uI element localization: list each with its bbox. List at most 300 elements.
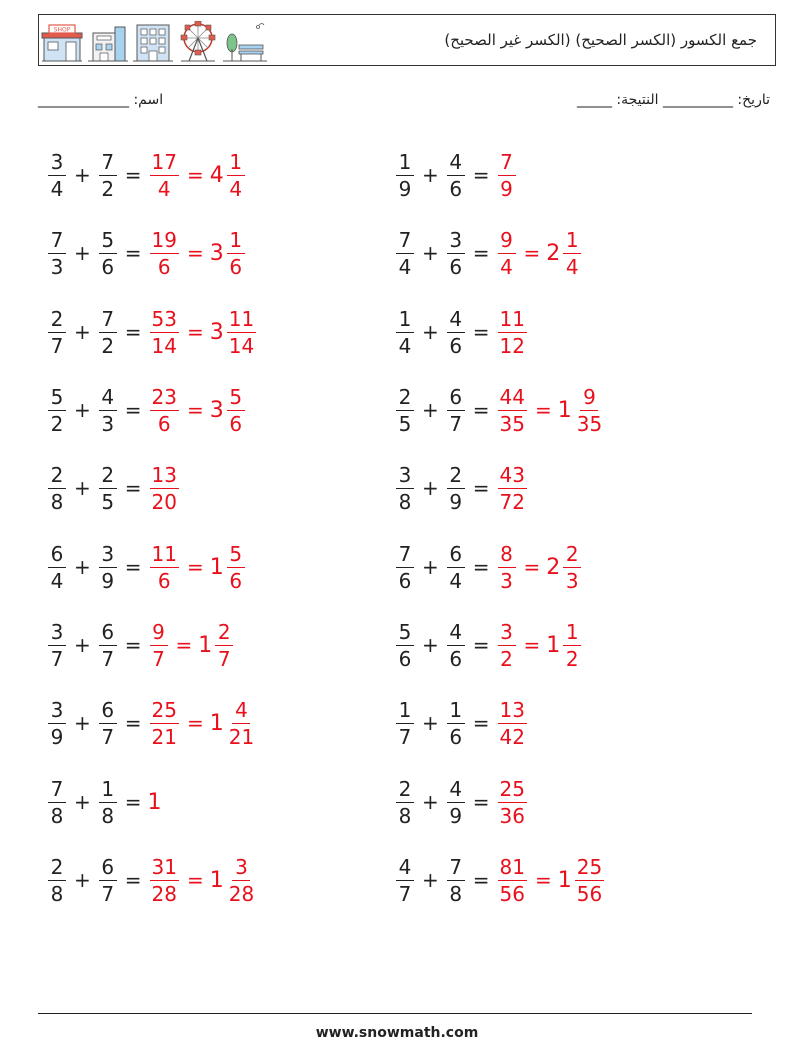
mixed-number-fraction-numerator: 3 [232, 857, 250, 881]
shop-icon [41, 23, 83, 63]
second-fraction [99, 776, 117, 828]
first-fraction-denominator: 7 [50, 333, 64, 358]
answer-equals-sign: = [186, 868, 204, 892]
mixed-number-fraction-denominator: 14 [228, 333, 255, 358]
problem-item [394, 302, 529, 362]
mixed-number-fraction [227, 697, 256, 749]
equals-sign: = [472, 711, 490, 735]
equals-sign: = [124, 476, 142, 500]
answer-improper-fraction [498, 619, 516, 671]
answer-improper-fraction [150, 619, 168, 671]
second-fraction-numerator: 2 [447, 465, 465, 489]
mixed-number-fraction-denominator: 28 [228, 881, 255, 906]
second-fraction [99, 541, 117, 593]
mixed-number-fraction-numerator: 11 [228, 306, 255, 331]
answer-improper-fraction [150, 227, 179, 279]
first-fraction-denominator: 9 [50, 724, 64, 749]
plus-sign: + [422, 398, 439, 422]
answer-improper-fraction [498, 149, 516, 201]
answer-equals-sign: = [534, 398, 552, 422]
second-fraction [447, 619, 465, 671]
answer-improper-fraction-numerator: 3 [498, 622, 516, 646]
first-fraction-denominator: 7 [398, 881, 412, 906]
first-fraction-numerator: 5 [396, 622, 414, 646]
second-fraction-numerator: 7 [99, 152, 117, 176]
second-fraction-numerator: 6 [99, 700, 117, 724]
mixed-number-fraction [563, 227, 581, 279]
mixed-number-whole: 3 [209, 319, 224, 345]
problem-item [46, 380, 247, 440]
second-fraction-numerator: 6 [99, 622, 117, 646]
first-fraction [396, 227, 414, 279]
first-fraction-denominator: 4 [50, 176, 64, 201]
mixed-number-whole: 4 [209, 162, 224, 188]
equals-sign: = [124, 790, 142, 814]
building-icon [133, 23, 173, 63]
problem-item [394, 693, 529, 753]
second-fraction [99, 149, 117, 201]
second-fraction-denominator: 3 [101, 411, 115, 436]
answer-improper-fraction-denominator: 42 [499, 724, 525, 749]
answer [496, 541, 584, 593]
plus-sign: + [74, 790, 91, 814]
second-fraction-denominator: 6 [101, 254, 115, 279]
answer [496, 854, 607, 906]
second-fraction-denominator: 7 [101, 881, 115, 906]
first-fraction-numerator: 4 [396, 857, 414, 881]
second-fraction-denominator: 9 [101, 568, 115, 593]
second-fraction-numerator: 1 [447, 700, 465, 724]
plus-sign: + [422, 163, 439, 187]
first-fraction [396, 776, 414, 828]
plus-sign: + [74, 163, 91, 187]
first-fraction-denominator: 8 [50, 489, 64, 514]
answer [496, 306, 529, 358]
first-fraction-numerator: 2 [48, 309, 66, 333]
answer-equals-sign: = [186, 241, 204, 265]
answer-improper-fraction [498, 697, 527, 749]
problem-item [394, 772, 529, 832]
first-fraction [48, 384, 66, 436]
first-fraction-numerator: 7 [48, 230, 66, 254]
plus-sign: + [422, 633, 439, 657]
mixed-number-fraction [227, 306, 256, 358]
answer [496, 384, 607, 436]
second-fraction [99, 854, 117, 906]
problem-item [46, 615, 235, 675]
answer-improper-fraction [498, 384, 527, 436]
answer-improper-fraction [150, 541, 179, 593]
first-fraction [48, 854, 66, 906]
answer-improper-fraction-denominator: 14 [151, 333, 177, 358]
first-fraction-denominator: 5 [398, 411, 412, 436]
second-fraction-denominator: 6 [449, 646, 463, 671]
first-fraction [396, 462, 414, 514]
second-fraction-denominator: 5 [101, 489, 115, 514]
mixed-number-fraction [227, 384, 245, 436]
ferris-wheel-icon [177, 21, 219, 63]
mixed-number-fraction-numerator: 5 [227, 387, 245, 411]
second-fraction-denominator: 6 [449, 254, 463, 279]
equals-sign: = [472, 320, 490, 344]
header-icons [41, 19, 267, 63]
mixed-number-fraction-numerator: 9 [580, 387, 598, 411]
answer-improper-fraction-denominator: 6 [157, 254, 171, 279]
equals-sign: = [472, 868, 490, 892]
problem-item [46, 223, 247, 283]
answer-improper-fraction-denominator: 21 [151, 724, 177, 749]
equals-sign: = [472, 241, 490, 265]
answer-equals-sign: = [523, 241, 541, 265]
first-fraction-numerator: 2 [396, 387, 414, 411]
first-fraction-numerator: 2 [396, 779, 414, 803]
svg-text:SHOP: SHOP [53, 26, 71, 34]
answer [148, 149, 247, 201]
answer [148, 384, 247, 436]
second-fraction-numerator: 6 [447, 387, 465, 411]
answer-improper-fraction-denominator: 2 [500, 646, 513, 671]
mixed-number-fraction-denominator: 35 [576, 411, 603, 436]
mixed-number-fraction-numerator: 4 [232, 700, 250, 724]
mixed-number-fraction-denominator: 6 [229, 411, 243, 436]
answer-improper-fraction-denominator: 9 [500, 176, 513, 201]
second-fraction-numerator: 4 [447, 309, 465, 333]
mixed-number-whole: 2 [546, 240, 561, 266]
first-fraction-denominator: 9 [398, 176, 412, 201]
problem-item [46, 302, 258, 362]
answer-equals-sign: = [523, 555, 541, 579]
plus-sign: + [74, 398, 91, 422]
first-fraction-denominator: 8 [50, 803, 64, 828]
mixed-number-fraction [575, 854, 604, 906]
mixed-number-fraction [227, 149, 245, 201]
answer [496, 619, 584, 671]
first-fraction-denominator: 8 [398, 489, 412, 514]
first-fraction-numerator: 6 [48, 544, 66, 568]
first-fraction-numerator: 7 [396, 544, 414, 568]
plus-sign: + [422, 790, 439, 814]
second-fraction [99, 384, 117, 436]
answer-improper-fraction-denominator: 6 [157, 568, 171, 593]
first-fraction [396, 541, 414, 593]
problem-item [394, 458, 529, 518]
second-fraction-denominator: 9 [449, 489, 463, 514]
first-fraction-denominator: 6 [398, 568, 412, 593]
problem-item [46, 850, 258, 910]
plus-sign: + [74, 555, 91, 579]
mixed-number-fraction-numerator: 5 [227, 544, 245, 568]
problem-item [394, 850, 606, 910]
answer-improper-fraction-denominator: 3 [500, 568, 513, 593]
second-fraction-numerator: 7 [447, 857, 465, 881]
answer-improper-fraction-numerator: 19 [151, 227, 177, 252]
answer-improper-fraction-numerator: 11 [151, 541, 177, 566]
answer-equals-sign: = [534, 868, 552, 892]
mixed-number-fraction-numerator: 1 [227, 152, 245, 176]
problem-item [46, 458, 181, 518]
worksheet-title: جمع الكسور (الكسر الصحيح) (الكسر غير الصحيح) [444, 31, 757, 49]
second-fraction [99, 227, 117, 279]
mixed-number-fraction [227, 854, 256, 906]
answer-improper-fraction-numerator: 31 [151, 854, 177, 879]
first-fraction-numerator: 3 [48, 152, 66, 176]
first-fraction-numerator: 1 [396, 700, 414, 724]
answer-improper-fraction-numerator: 25 [151, 697, 177, 722]
equals-sign: = [472, 476, 490, 500]
answer [148, 462, 181, 514]
problem-item [394, 380, 606, 440]
second-fraction-denominator: 7 [101, 646, 115, 671]
second-fraction [447, 149, 465, 201]
mixed-number-fraction [227, 227, 245, 279]
first-fraction-denominator: 6 [398, 646, 412, 671]
second-fraction-numerator: 3 [447, 230, 465, 254]
mixed-number-whole: 3 [209, 397, 224, 423]
answer [496, 697, 529, 749]
first-fraction-denominator: 8 [398, 803, 412, 828]
mixed-number-whole: 1 [557, 397, 572, 423]
first-fraction [48, 619, 66, 671]
answer-improper-fraction [498, 462, 527, 514]
answer-improper-fraction-numerator: 53 [151, 306, 177, 331]
date-score-field: _____ :تاريخ: __________ النتيجة [576, 92, 770, 108]
answer [148, 227, 247, 279]
first-fraction [48, 227, 66, 279]
answer-improper-fraction [150, 854, 179, 906]
first-fraction [48, 462, 66, 514]
plus-sign: + [422, 476, 439, 500]
second-fraction-numerator: 6 [447, 544, 465, 568]
second-fraction-denominator: 2 [101, 176, 115, 201]
answer-improper-fraction-numerator: 17 [151, 149, 177, 174]
equals-sign: = [124, 320, 142, 344]
mixed-number-fraction-denominator: 56 [576, 881, 603, 906]
first-fraction-numerator: 3 [48, 622, 66, 646]
first-fraction [48, 149, 66, 201]
answer-equals-sign: = [186, 320, 204, 344]
mixed-number-fraction-denominator: 6 [229, 254, 243, 279]
plus-sign: + [422, 320, 439, 344]
second-fraction [447, 306, 465, 358]
first-fraction-denominator: 2 [50, 411, 64, 436]
name-field: اسم: _____________ [38, 92, 164, 108]
plus-sign: + [74, 711, 91, 735]
answer-improper-fraction-numerator: 43 [499, 462, 525, 487]
answer-improper-fraction-numerator: 9 [498, 230, 516, 254]
equals-sign: = [124, 868, 142, 892]
answer-equals-sign: = [175, 633, 193, 657]
problem-item [394, 145, 518, 205]
answer [496, 227, 584, 279]
mixed-number-fraction [227, 541, 245, 593]
first-fraction-numerator: 1 [396, 309, 414, 333]
first-fraction-denominator: 3 [50, 254, 64, 279]
answer-improper-fraction [498, 776, 527, 828]
answer-improper-fraction-numerator: 8 [498, 544, 516, 568]
first-fraction-numerator: 1 [396, 152, 414, 176]
answer-equals-sign: = [186, 711, 204, 735]
answer [148, 306, 259, 358]
second-fraction-numerator: 4 [99, 387, 117, 411]
header-box [38, 14, 776, 66]
answer-improper-fraction [498, 541, 516, 593]
answer-equals-sign: = [186, 555, 204, 579]
footer-divider [38, 1013, 752, 1014]
equals-sign: = [472, 163, 490, 187]
answer [148, 854, 259, 906]
answer-equals-sign: = [523, 633, 541, 657]
second-fraction-denominator: 9 [449, 803, 463, 828]
first-fraction [396, 306, 414, 358]
second-fraction-denominator: 2 [101, 333, 115, 358]
first-fraction-numerator: 3 [48, 700, 66, 724]
mixed-number-fraction-numerator: 1 [563, 230, 581, 254]
mixed-number-fraction-denominator: 21 [228, 724, 255, 749]
first-fraction [48, 306, 66, 358]
mixed-number-fraction-denominator: 2 [565, 646, 579, 671]
answer [148, 541, 247, 593]
second-fraction-denominator: 8 [449, 881, 463, 906]
answer-improper-fraction-numerator: 11 [499, 306, 525, 331]
answer-improper-fraction-denominator: 56 [499, 881, 525, 906]
second-fraction [447, 854, 465, 906]
answer-improper-fraction-denominator: 36 [499, 803, 525, 828]
answer-improper-fraction-denominator: 6 [157, 411, 171, 436]
equals-sign: = [472, 790, 490, 814]
answer-improper-fraction [498, 306, 527, 358]
answer-improper-fraction [498, 227, 516, 279]
answer-improper-fraction-numerator: 9 [150, 622, 168, 646]
answer [496, 776, 529, 828]
mixed-number-fraction-numerator: 25 [576, 854, 603, 879]
answer-improper-fraction-denominator: 4 [500, 254, 513, 279]
second-fraction-numerator: 4 [447, 779, 465, 803]
problem-item [394, 537, 583, 597]
equals-sign: = [472, 633, 490, 657]
problem-item [46, 693, 258, 753]
problem-item [394, 615, 583, 675]
equals-sign: = [124, 163, 142, 187]
mixed-number-fraction-numerator: 2 [563, 544, 581, 568]
second-fraction [447, 697, 465, 749]
answer-improper-fraction-numerator: 81 [499, 854, 525, 879]
first-fraction-denominator: 4 [50, 568, 64, 593]
equals-sign: = [124, 398, 142, 422]
mixed-number-fraction-numerator: 1 [227, 230, 245, 254]
equals-sign: = [124, 633, 142, 657]
footer-website: www.snowmath.com [315, 1025, 479, 1041]
mixed-number-whole: 1 [557, 867, 572, 893]
second-fraction-numerator: 2 [99, 465, 117, 489]
first-fraction [396, 384, 414, 436]
answer-improper-fraction [150, 697, 179, 749]
mixed-number-whole: 1 [209, 867, 224, 893]
equals-sign: = [124, 711, 142, 735]
mixed-number-fraction-denominator: 7 [217, 646, 231, 671]
mixed-number-fraction-denominator: 6 [229, 568, 243, 593]
first-fraction [396, 149, 414, 201]
first-fraction-denominator: 4 [398, 333, 412, 358]
second-fraction-denominator: 6 [449, 724, 463, 749]
first-fraction-numerator: 3 [396, 465, 414, 489]
second-fraction-denominator: 7 [101, 724, 115, 749]
problem-item [394, 223, 583, 283]
park-bench-icon [223, 21, 267, 63]
mixed-number-fraction-numerator: 2 [215, 622, 233, 646]
plus-sign: + [74, 320, 91, 344]
mixed-number-fraction [575, 384, 604, 436]
mixed-number-fraction [215, 619, 233, 671]
equals-sign: = [124, 555, 142, 579]
answer [496, 462, 529, 514]
answer-improper-fraction [150, 462, 179, 514]
answer [148, 790, 162, 815]
first-fraction [396, 619, 414, 671]
second-fraction-denominator: 4 [449, 568, 463, 593]
answer-equals-sign: = [186, 398, 204, 422]
answer-improper-fraction [498, 854, 527, 906]
mixed-number-whole: 3 [209, 240, 224, 266]
second-fraction [99, 697, 117, 749]
second-fraction-numerator: 4 [447, 622, 465, 646]
second-fraction-numerator: 1 [99, 779, 117, 803]
first-fraction [48, 541, 66, 593]
second-fraction [447, 541, 465, 593]
post-office-icon [87, 23, 129, 63]
mixed-number-fraction-denominator: 4 [229, 176, 243, 201]
first-fraction-denominator: 7 [398, 724, 412, 749]
second-fraction-numerator: 7 [99, 309, 117, 333]
first-fraction-denominator: 8 [50, 881, 64, 906]
answer-improper-fraction-denominator: 4 [157, 176, 171, 201]
answer-improper-fraction-numerator: 23 [151, 384, 177, 409]
first-fraction [396, 854, 414, 906]
answer-improper-fraction-denominator: 20 [151, 489, 177, 514]
mixed-number-fraction-numerator: 1 [563, 622, 581, 646]
answer-improper-fraction-numerator: 7 [498, 152, 516, 176]
first-fraction-numerator: 7 [396, 230, 414, 254]
answer-improper-fraction-denominator: 72 [499, 489, 525, 514]
first-fraction-numerator: 7 [48, 779, 66, 803]
first-fraction-denominator: 4 [398, 254, 412, 279]
problem-item [46, 537, 247, 597]
equals-sign: = [124, 241, 142, 265]
second-fraction-denominator: 6 [449, 333, 463, 358]
mixed-number-whole: 1 [209, 554, 224, 580]
answer [148, 697, 259, 749]
first-fraction [48, 697, 66, 749]
second-fraction-numerator: 6 [99, 857, 117, 881]
plus-sign: + [422, 868, 439, 892]
second-fraction [447, 227, 465, 279]
first-fraction [396, 697, 414, 749]
mixed-number-whole: 1 [209, 710, 224, 736]
second-fraction-numerator: 4 [447, 152, 465, 176]
first-fraction-numerator: 2 [48, 857, 66, 881]
equals-sign: = [472, 398, 490, 422]
answer-improper-fraction-numerator: 44 [499, 384, 525, 409]
answer-improper-fraction [150, 149, 179, 201]
first-fraction-numerator: 2 [48, 465, 66, 489]
answer-improper-fraction [150, 306, 179, 358]
second-fraction-denominator: 8 [101, 803, 115, 828]
answer-improper-fraction-denominator: 35 [499, 411, 525, 436]
answer-improper-fraction-numerator: 25 [499, 776, 525, 801]
answer [496, 149, 518, 201]
mixed-number-whole: 1 [198, 632, 213, 658]
mixed-number-fraction [563, 541, 581, 593]
second-fraction [447, 776, 465, 828]
